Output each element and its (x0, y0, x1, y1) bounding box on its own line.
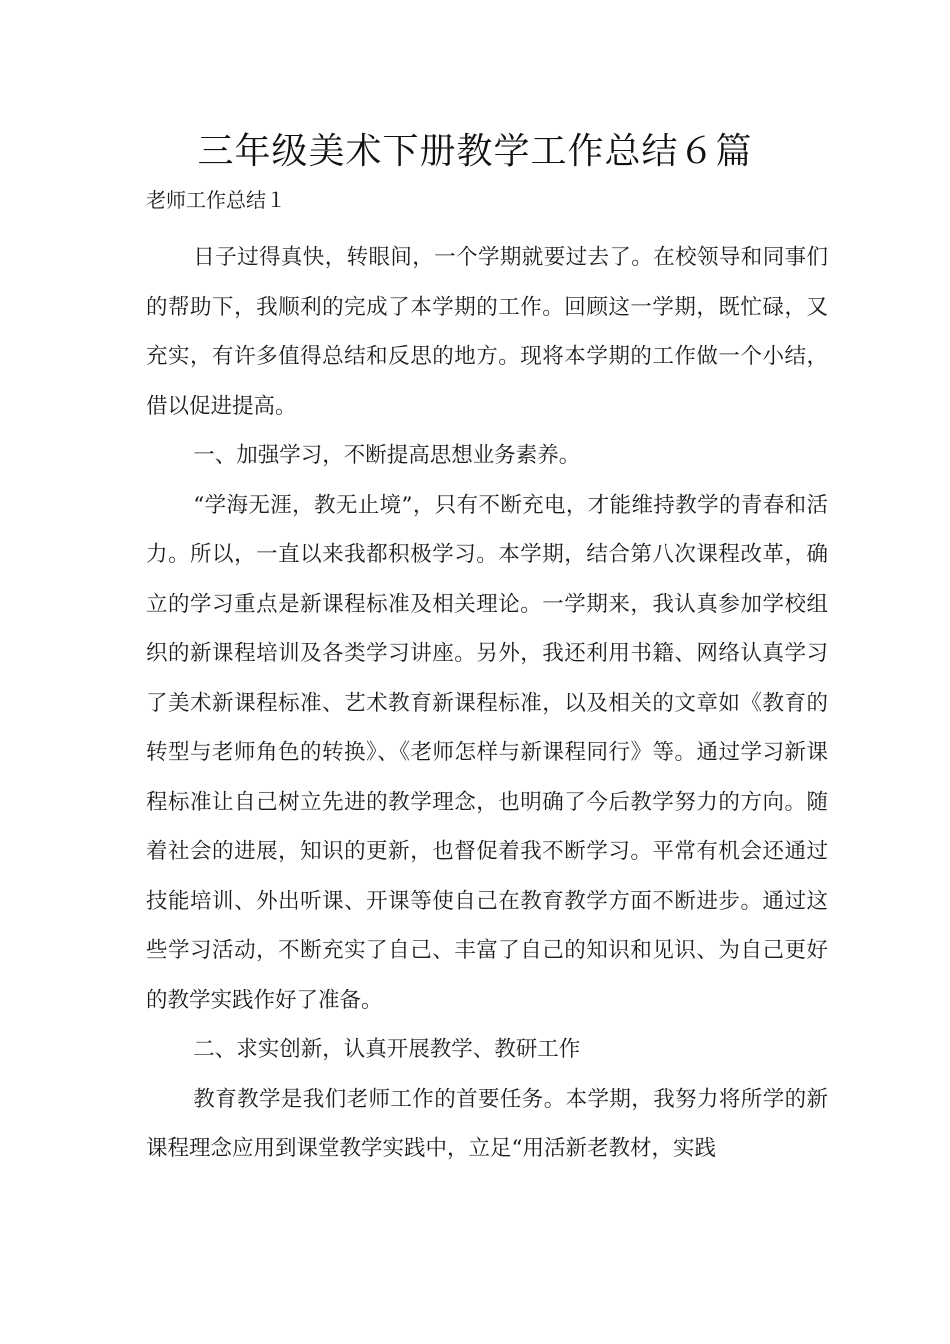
document-title: 三年级美术下册教学工作总结６篇 (197, 131, 753, 172)
section-heading-2: 二、求实创新，认真开展教学、教研工作 (193, 1037, 581, 1062)
document-body (146, 233, 828, 1174)
paragraph-teaching: 教育教学是我们老师工作的首要任务。本学期，我努力将所学的新课程理念应用到课堂教学实践中，立足“用活新老教材，实践 (146, 1086, 828, 1161)
section-subtitle: 老师工作总结１ (146, 188, 286, 212)
paragraph-study: “学海无涯，教无止境”，只有不断充电，才能维持教学的青春和活力。所以，一直以来我都积极学习。本学期，结合第八次课程改革，确立的学习重点是新课程标准及相关理论。一学期来，我认真参加学校组织的新课程培训及各类学习讲座。另外，我还利用书籍、网络认真学习了美术新课程标准、艺术教育新课程标准，以及相关的文章如《教育的转型与老师角色的转换》、《老师怎样与新课程同行》等。通过学习新课程标准让自己树立先进的教学理念，也明确了今后教学努力的方向。随着社会的进展，知识的更新，也督促着我不断学习。平常有机会还通过技能培训、外出听课、开课等使自己在教育教学方面不断进步。通过这些学习活动，不断充实了自己、丰富了自己的知识和见识、为自己更好的教学实践作好了准备。 (146, 492, 828, 1013)
section-heading-1: 一、加强学习，不断提高思想业务素养。 (193, 443, 581, 468)
paragraph-intro: 日子过得真快，转眼间，一个学期就要过去了。在校领导和同事们的帮助下，我顺利的完成了本学期的工作。回顾这一学期，既忙碌，又充实，有许多值得总结和反思的地方。现将本学期的工作做一个小结，借以促进提高。 (146, 245, 828, 419)
